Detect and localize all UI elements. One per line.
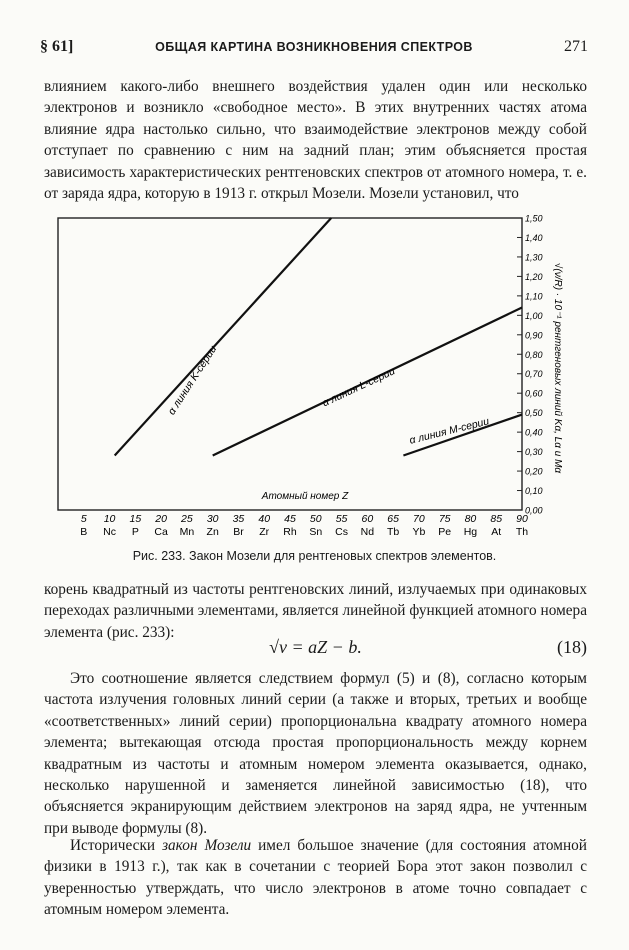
moseley-chart <box>55 210 563 542</box>
y-tick-label: 0,80 <box>525 349 543 360</box>
paragraph-2: корень квадратный из частоты рентгеновских линий, излучаемых при одинаковых переходах различными элементами, является линейной функцией атомного номера элемента (рис. 233): <box>44 581 587 641</box>
x-axis-ticks <box>80 513 528 538</box>
element-label: Sn <box>309 526 323 538</box>
element-label: Pe <box>438 526 452 538</box>
y-tick-label: 0,30 <box>525 447 543 458</box>
y-tick-label: 0,70 <box>525 369 543 380</box>
y-tick-label: 1,10 <box>525 291 543 302</box>
y-tick-label: 0,10 <box>525 486 543 497</box>
element-label: Rh <box>283 526 297 538</box>
x-tick-label: 40 <box>258 513 271 525</box>
y-tick-label: 1,00 <box>525 310 543 321</box>
y-tick-label: 1,50 <box>525 213 543 224</box>
x-tick-label: 20 <box>155 513 167 525</box>
element-label: Mn <box>179 526 195 538</box>
element-label: Br <box>233 526 244 538</box>
page-number: 271 <box>564 38 588 55</box>
x-tick-label: 80 <box>464 513 477 525</box>
y-tick-label: 0,00 <box>525 505 543 516</box>
x-tick-label: 25 <box>181 513 193 525</box>
y-tick-label: 0,40 <box>525 427 543 438</box>
x-axis-label: Атомный номер Z <box>261 491 349 502</box>
x-tick-label: 30 <box>206 513 219 525</box>
x-tick-label: 5 <box>80 513 87 525</box>
x-tick-label: 45 <box>284 513 296 525</box>
y-tick-label: 0,50 <box>525 408 543 419</box>
x-tick-label: 65 <box>387 513 399 525</box>
element-label: Cs <box>335 526 348 538</box>
element-label: At <box>491 526 502 538</box>
series-label-m: α линия M-серии <box>408 415 491 447</box>
element-label: Zn <box>206 526 219 538</box>
running-header <box>40 38 588 58</box>
paragraph-4-start: Исторически <box>70 837 163 854</box>
element-label: Nc <box>103 526 116 538</box>
series-label-l: α линия L-серии <box>320 365 397 410</box>
element-label: Th <box>515 526 529 538</box>
x-tick-label: 55 <box>335 513 348 525</box>
element-label: Tb <box>386 526 400 538</box>
y-tick-label: 1,20 <box>525 271 543 282</box>
y-tick-label: 0,90 <box>525 330 543 341</box>
formula-number: (18) <box>557 637 587 657</box>
figure-caption: Рис. 233. Закон Мозели для рентгеновых спектров элементов. <box>132 549 497 563</box>
x-tick-label: 50 <box>309 513 322 525</box>
y-axis-label: √(ν/R) · 10⁻¹ рентгеновых линий Kα, Lα и Mα <box>552 262 563 474</box>
section-number: § 61] <box>40 38 74 55</box>
paragraph-1: влиянием какого-либо внешнего воздействия удален один или несколько электронов и возникло «свободное место». В этих внутренних частях атома влияние ядра настолько сильно, что взаимодействие электронов между собой отступает по сравнению с ним на задний план; этим объясняется простая зависимость характеристических рентгеновских спектров от атомного номера, т. е. от заряда ядра, которую в 1913 г. открыл Мозели. Мозели установил, что <box>44 78 587 203</box>
series-label-k: α линия K-серии <box>165 343 220 418</box>
formula-18 <box>44 637 587 663</box>
x-tick-label: 10 <box>103 513 116 525</box>
y-axis-ticks <box>517 214 543 516</box>
y-tick-label: 0,20 <box>525 466 543 477</box>
y-tick-label: 0,60 <box>525 388 543 399</box>
x-tick-label: 75 <box>438 513 451 525</box>
x-tick-label: 90 <box>516 513 528 525</box>
moseley-law-term: закон Мозели <box>162 837 252 854</box>
element-label: P <box>131 526 139 538</box>
element-label: Ca <box>154 526 168 538</box>
paragraph-4 <box>44 835 587 921</box>
x-tick-label: 70 <box>413 513 425 525</box>
y-tick-label: 1,40 <box>525 232 543 243</box>
element-label: Nd <box>360 526 375 538</box>
element-label: Zr <box>259 526 270 538</box>
paragraph-4-rest: имел большое значение (для состояния атомной физики в 1913 г.), так как в сочетании с теорией Бора этот закон позволил с уверенностью утверждать, что число электронов в атоме точно совпадает с атомным номером элемента. <box>44 837 587 919</box>
element-label: Yb <box>412 526 426 538</box>
x-tick-label: 85 <box>490 513 503 525</box>
y-tick-label: 1,30 <box>525 252 543 263</box>
paragraph-3: Это соотношение является следствием формул (5) и (8), согласно которым частота излучения головных линий серии (а также и вторых, третьих и вообще «соответственных» линий серии) пропорциональна квадрату атомного номера элемента; вытекающая отсюда простая пропорциональность между корнем квадратным из частоты и атомным номером элемента оказывается, однако, несколько нарушенной и заменяется линейной зависимостью (18), что объясняется экранирующим действием электронов на заряд ядра, не учтенным при выводе формулы (8). <box>44 670 587 837</box>
x-tick-label: 60 <box>361 513 374 525</box>
element-label: Hg <box>463 526 478 538</box>
x-tick-label: 15 <box>129 513 142 525</box>
element-label: B <box>80 526 88 538</box>
formula-expression: √ν = aZ − b. <box>269 637 362 657</box>
series-lines <box>115 218 522 456</box>
x-tick-label: 35 <box>232 513 245 525</box>
series-line-0 <box>115 218 332 456</box>
chapter-title: ОБЩАЯ КАРТИНА ВОЗНИКНОВЕНИЯ СПЕКТРОВ <box>155 40 473 54</box>
